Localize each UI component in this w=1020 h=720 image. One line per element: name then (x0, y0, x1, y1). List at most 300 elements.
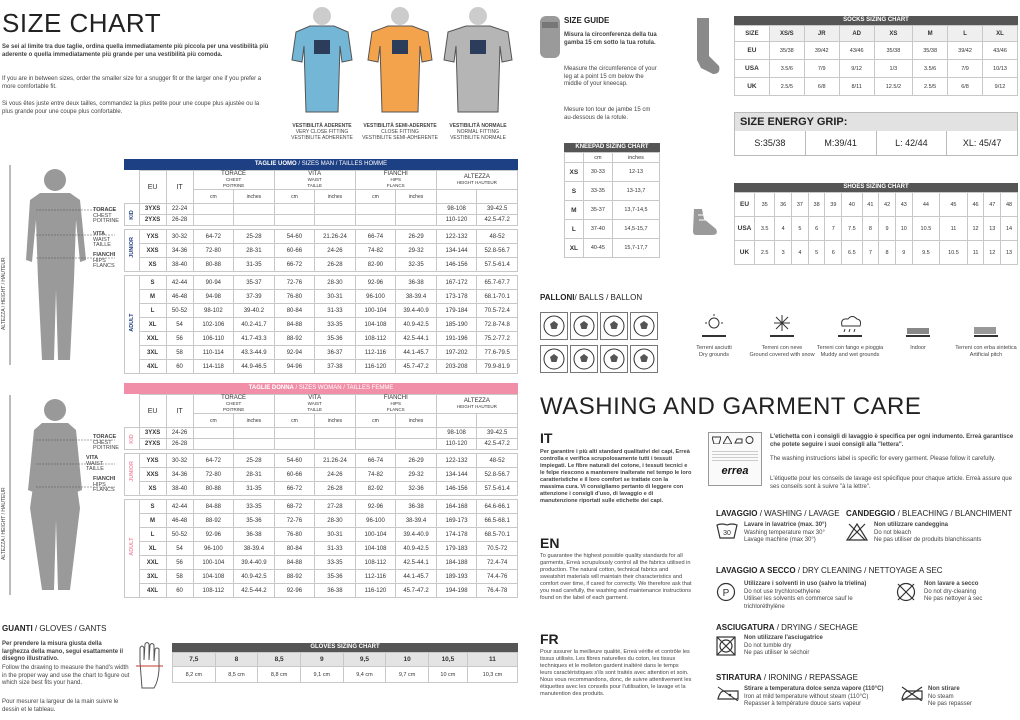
unit-cm: cm (355, 190, 396, 204)
col-hips: FIANCHI HIPS FLANCS (355, 171, 436, 190)
gloves-title: GUANTI / GLOVES / GANTS (2, 624, 107, 633)
kneepad-table: KNEEPAD SIZING CHART cm inches XS 30-33 12-13 S 33-35 13-13,7 M 35-37 13,7-14,5 L 37-40 14,5-15,7 XL 40-45 15,7-17,7 (564, 143, 660, 258)
table-row (125, 500, 518, 514)
ball-type-icon (630, 312, 658, 340)
shoe-cell: 41 (862, 193, 879, 217)
size-cell (355, 204, 396, 215)
care-en-text: To guarantee the highest possible quality standards for all garments, Erreà scrupulously control all the fabrics utilised in production. The natural cotton, technical fabrics and sweatshirt materials will maintain their characteristics and comfort over time, if cared for correctly. We therefore ask that you read carefully, the washing and maintenance instructions found on the label of each garment. (540, 553, 692, 601)
size-cell (234, 428, 275, 439)
table-row (125, 215, 518, 226)
socks-cell: 2.5/5 (913, 78, 948, 96)
glove-size: 8 (215, 653, 258, 667)
size-it: 54 (166, 542, 193, 556)
shoe-cell: 14 (1001, 217, 1018, 241)
table-row (735, 60, 1018, 78)
knee-cell: 40-45 (583, 239, 612, 258)
knee-cell: S (565, 182, 584, 201)
table-row (125, 514, 518, 528)
size-cell: 26-28 (315, 482, 356, 496)
size-cell: 100-104 (355, 304, 396, 318)
size-cell: 92-96 (193, 528, 234, 542)
size-cell: 179-183 (436, 542, 477, 556)
knee-cell: 15,7-17,7 (612, 239, 659, 258)
size-cell: 104-108 (193, 570, 234, 584)
dryclean-mini-icon (745, 436, 754, 444)
unit-inches: inches (396, 414, 437, 428)
size-cell: 26-28 (315, 258, 356, 272)
size-cell (315, 215, 356, 226)
group-junior: JUNIOR (128, 236, 135, 258)
size-cell: 28-30 (315, 514, 356, 528)
size-eu: 4XL (139, 360, 166, 374)
size-it: 46-48 (166, 290, 193, 304)
size-cell: 110-120 (436, 439, 477, 450)
group-adult: ADULT (128, 313, 135, 332)
size-cell: 66-74 (355, 230, 396, 244)
socks-cell: 35/38 (874, 42, 913, 60)
size-cell: 25-28 (234, 454, 275, 468)
size-cell: 122-132 (436, 454, 477, 468)
brand-logo: errea (721, 465, 749, 477)
group-junior: JUNIOR (128, 460, 135, 482)
size-cell: 74.4-76 (477, 570, 518, 584)
table-row (125, 258, 518, 272)
socks-cell: 43/46 (983, 42, 1018, 60)
shoe-cell: 36 (775, 193, 792, 217)
men-table-grid (124, 170, 518, 374)
size-cell: 134-144 (436, 244, 477, 258)
socks-cell: 3.5/6 (769, 60, 804, 78)
glove-cm: 8,2 cm (173, 667, 216, 683)
table-row (125, 346, 518, 360)
size-cell (274, 428, 315, 439)
intro-it: Se sei al limite tra due taglie, ordina quella immediatamente più piccola per una vestibilità più aderente o quella immediatamente più grande per una vestibilità più comoda. (2, 44, 269, 58)
table-row (125, 570, 518, 584)
size-cell: 33-35 (315, 318, 356, 332)
care-it-text: Per garantire i più alti standard qualitativi dei capi, Erreà controlla e verifica scrupolosamente tutti i tessuti impiegati. Le fibre naturali del cotone, i tessuti tecnici e le felpe riescono a mantenere inalterate nel tempo le loro caratteristiche e il loro comfort se trattate con la massima cura. Vi consigliamo pertanto di leggere con attenzione i consigli d'uso, di lavaggio e di manutenzione riportati sulle etichette dei capi. (540, 449, 692, 504)
size-cell: 39-42.5 (477, 428, 518, 439)
size-cell (193, 204, 234, 215)
knee-cell: 33-35 (583, 182, 612, 201)
table-row (125, 556, 518, 570)
size-eu: S (139, 276, 166, 290)
size-it: 26-28 (166, 215, 193, 226)
size-cell: 76.4-78 (477, 584, 518, 598)
knee-cell: 37-40 (583, 220, 612, 239)
size-eu: XXL (139, 332, 166, 346)
size-cell: 30-31 (315, 290, 356, 304)
size-cell: 27-28 (315, 500, 356, 514)
socks-cell: 35/38 (913, 42, 948, 60)
size-guide-fr: Mesure ton tour de jambe 15 cm au-dessous de la rotule. (564, 107, 651, 121)
socks-header: AD (839, 26, 874, 42)
washing-text: Lavare in lavatrice (max. 30°) Washing temperature max 30° Lavage machine (max 30°) (744, 522, 827, 543)
size-cell: 74-82 (355, 468, 396, 482)
bleach-title: CANDEGGIO / BLEACHING / BLANCHIMENT (846, 509, 1013, 518)
size-cell (396, 428, 437, 439)
gloves-fr: Pour mesurer la largeur de la main suivre le dessin et le tableau. (2, 699, 119, 713)
glove-cm: 10 cm (428, 667, 467, 683)
socks-header: XL (983, 26, 1018, 42)
shoe-cell: 8 (879, 241, 896, 265)
size-cell: 80-88 (193, 482, 234, 496)
shoe-cell: 38 (808, 193, 825, 217)
size-cell: 60-66 (274, 244, 315, 258)
socks-cell: 10/13 (983, 60, 1018, 78)
size-cell: 48-52 (477, 230, 518, 244)
size-cell: 33-35 (234, 500, 275, 514)
hips-label: FIANCHI HIPS FLANCS (93, 252, 116, 269)
size-cell: 173-178 (436, 290, 477, 304)
shoe-cell: 37 (792, 193, 809, 217)
table-row (125, 482, 518, 496)
size-cell: 40.9-42.5 (234, 570, 275, 584)
ground-type: Terreni con fango e pioggia Muddy and wet grounds (816, 312, 884, 358)
chest-label: TORACE CHEST POITRINE (93, 207, 119, 224)
size-cell: 24-26 (315, 244, 356, 258)
size-cell: 38-39.4 (234, 542, 275, 556)
size-cell: 35-36 (315, 570, 356, 584)
unit-cm: cm (274, 190, 315, 204)
size-cell: 72.4-74 (477, 556, 518, 570)
shoe-icon (690, 205, 720, 239)
size-cell: 203-208 (436, 360, 477, 374)
col-chest: TORACE CHEST POITRINE (193, 395, 274, 414)
size-cell (315, 428, 356, 439)
table-row (565, 239, 660, 258)
size-cell: 44.9-46.5 (234, 360, 275, 374)
size-cell: 92-96 (355, 500, 396, 514)
size-it: 30-32 (166, 454, 193, 468)
size-cell: 146-156 (436, 482, 477, 496)
men-table-title: TAGLIE UOMO / SIZES MAN / TAILLES HOMME (124, 159, 518, 170)
shoe-cell: 11 (967, 241, 984, 265)
size-cell: 76-80 (274, 528, 315, 542)
size-cell: 31-35 (234, 258, 275, 272)
dry-cleaning-text: Utilizzare i solventi in uso (salvo la trielina) Do not use trychloroethylene Utiliser les solvents en commerce sauf le trichloréthylène (744, 581, 867, 610)
size-cell: 68.5-70.1 (477, 528, 518, 542)
size-it: 50-52 (166, 528, 193, 542)
size-cell (193, 428, 234, 439)
size-it: 56 (166, 556, 193, 570)
socks-cell: 35/38 (769, 42, 804, 60)
waist-label: VITA WAIST TAILLE (86, 455, 104, 472)
size-cell: 100-104 (193, 556, 234, 570)
size-cell: 40.2-41.7 (234, 318, 275, 332)
table-row (125, 542, 518, 556)
size-cell: 21.26-24 (315, 454, 356, 468)
table-row (565, 201, 660, 220)
table-row (735, 241, 1018, 265)
size-cell: 189-193 (436, 570, 477, 584)
size-cell: 29-32 (396, 468, 437, 482)
shoe-cell: 7.5 (842, 217, 862, 241)
svg-text:30: 30 (723, 530, 731, 537)
size-eu: XXL (139, 556, 166, 570)
sock-icon (689, 16, 723, 78)
size-cell: 42.5-44.2 (234, 584, 275, 598)
size-cell: 184-188 (436, 556, 477, 570)
table-row (735, 193, 1018, 217)
size-eu: S (139, 500, 166, 514)
no-dry-clean-icon (896, 582, 916, 602)
size-it: 34-36 (166, 468, 193, 482)
unit-inches: inches (396, 190, 437, 204)
ground-type: Terreni con erba sintetica Artificial pitch (952, 312, 1020, 358)
grip-box: SIZE ENERGY GRIP: S:35/38 M:39/41 L: 42/44 XL: 45/47 (734, 112, 1018, 156)
shoe-cell: 6.5 (842, 241, 862, 265)
size-cell: 44.1-45.7 (396, 570, 437, 584)
size-cell: 39.4-40.9 (396, 528, 437, 542)
socks-cell: 7/9 (804, 60, 839, 78)
size-cell: 65.7-67.7 (477, 276, 518, 290)
ground-icon (748, 312, 816, 345)
female-body-figure (0, 390, 130, 600)
size-cell: 116-120 (355, 584, 396, 598)
size-cell: 24-26 (315, 468, 356, 482)
size-cell: 96-100 (355, 514, 396, 528)
socks-cell: 8/11 (839, 78, 874, 96)
size-cell: 66-72 (274, 258, 315, 272)
socks-cell: 6/8 (804, 78, 839, 96)
shoe-cell: 46 (967, 193, 984, 217)
shirt-icon (360, 0, 440, 118)
size-cell: 38-39.4 (396, 514, 437, 528)
size-it: 58 (166, 346, 193, 360)
size-cell: 169-173 (436, 514, 477, 528)
col-height: ALTEZZA HEIGHT HAUTEUR (436, 395, 517, 414)
knee-cell: 13,7-14,5 (612, 201, 659, 220)
size-cell: 100-104 (355, 528, 396, 542)
grip-cell: L: 42/44 (876, 131, 947, 155)
ground-icon (884, 312, 952, 345)
label-note-fr: L'étiquette pour les conseils de lavage est spécifique pour chaque article. Erreà assure que ses conseils sont à suivre "à la lettre". (770, 476, 1012, 490)
ball-type-icon (600, 312, 628, 340)
size-cell: 185-190 (436, 318, 477, 332)
socks-cell: 7/9 (948, 60, 983, 78)
table-row (735, 42, 1018, 60)
size-cell: 35-36 (234, 514, 275, 528)
knee-cell: 35-37 (583, 201, 612, 220)
size-it: 50-52 (166, 304, 193, 318)
knee-col-cm: cm (583, 153, 612, 163)
balls-title: PALLONI/ BALLS / BALLON (540, 293, 643, 302)
shoe-cell: 5 (808, 241, 825, 265)
size-cell: 36-38 (396, 500, 437, 514)
women-table-grid (124, 394, 518, 598)
shoe-cell: 13 (1001, 241, 1018, 265)
height-label: ALTEZZA / HEIGHT / HAUTEUR (1, 257, 7, 330)
glove-cm: 10,3 cm (467, 667, 517, 683)
size-cell: 104-108 (355, 318, 396, 332)
size-cell: 40.9-42.5 (396, 318, 437, 332)
shoe-cell: 9 (895, 241, 912, 265)
size-cell: 36-38 (234, 528, 275, 542)
iron-mini-icon (734, 436, 743, 444)
size-cell: 164-168 (436, 500, 477, 514)
shoe-cell: 12 (967, 217, 984, 241)
size-cell: 88-92 (274, 332, 315, 346)
size-it: 38-40 (166, 482, 193, 496)
group-kid: KID (128, 433, 135, 444)
fit-very-close: VESTIBILITÀ ADERENTE VERY CLOSE FITTING VESTIBILITE ADHERENTE (282, 0, 362, 141)
size-cell (396, 439, 437, 450)
size-cell: 31-33 (315, 542, 356, 556)
col-it: IT (166, 171, 193, 204)
ground-types (680, 312, 1020, 358)
size-eu: XXS (139, 244, 166, 258)
grip-cell: M:39/41 (805, 131, 876, 155)
size-cell: 82-90 (355, 258, 396, 272)
size-it: 42-44 (166, 276, 193, 290)
size-cell: 72.8-74.8 (477, 318, 518, 332)
size-cell: 122-132 (436, 230, 477, 244)
col-chest: TORACE CHEST POITRINE (193, 171, 274, 190)
size-cell: 42.5-47.2 (477, 439, 518, 450)
shoe-cell: 6 (808, 217, 825, 241)
size-cell: 39.4-40.9 (396, 304, 437, 318)
shirt-icon (282, 0, 362, 118)
shoe-cell: 2.5 (755, 241, 775, 265)
fit-normal: VESTIBILITÀ NORMALE NORMAL FITTING VESTIBILITE NORMALE (438, 0, 518, 141)
washing-title: LAVAGGIO / WASHING / LAVAGE (716, 509, 840, 518)
size-cell: 36-38 (315, 584, 356, 598)
socks-cell: 39/42 (804, 42, 839, 60)
shoe-cell: EU (735, 193, 755, 217)
socks-cell: 1/3 (874, 60, 913, 78)
care-fr-label: FR (540, 631, 559, 647)
size-cell (274, 204, 315, 215)
shoe-cell: 10 (895, 217, 912, 241)
socks-header: SIZE (735, 26, 770, 42)
size-cell: 57.5-61.4 (477, 482, 518, 496)
size-cell: 82-92 (355, 482, 396, 496)
shoe-cell: 3 (775, 241, 792, 265)
knee-cell: M (565, 201, 584, 220)
size-eu: 3YXS (139, 428, 166, 439)
kneepad-icon (538, 14, 562, 60)
size-eu: 3XL (139, 570, 166, 584)
size-cell (234, 439, 275, 450)
shoe-cell: 39 (825, 193, 842, 217)
size-cell: 36-37 (315, 346, 356, 360)
size-cell: 64-72 (193, 230, 234, 244)
socks-header: L (948, 26, 983, 42)
table-row (125, 204, 518, 215)
size-eu: 4XL (139, 584, 166, 598)
size-cell (274, 439, 315, 450)
size-cell: 112-116 (355, 570, 396, 584)
col-it: IT (166, 395, 193, 428)
chest-label: TORACE CHEST POITRINE (93, 434, 119, 451)
women-table-title: TAGLIE DONNA / SIZES WOMAN / TAILLES FEMME (124, 383, 518, 394)
socks-cell: 12.5/2 (874, 78, 913, 96)
size-eu: XL (139, 542, 166, 556)
size-eu: YXS (139, 454, 166, 468)
ground-icon (680, 312, 748, 345)
size-cell: 35-36 (315, 332, 356, 346)
glove-cm: 8,5 cm (215, 667, 258, 683)
size-cell: 80-88 (193, 258, 234, 272)
glove-cm: 8,8 cm (258, 667, 301, 683)
size-cell: 106-110 (193, 332, 234, 346)
size-cell: 98-108 (436, 204, 477, 215)
ball-type-icon (630, 345, 658, 373)
size-cell (234, 204, 275, 215)
socks-cell: EU (735, 42, 770, 60)
size-eu: YXS (139, 230, 166, 244)
size-cell: 41.7-43.3 (234, 332, 275, 346)
unit-inches: inches (315, 414, 356, 428)
size-cell: 45.7-47.2 (396, 584, 437, 598)
size-eu: XL (139, 318, 166, 332)
knee-cell: 12-13 (612, 163, 659, 182)
size-cell: 54-60 (274, 230, 315, 244)
size-eu: XS (139, 482, 166, 496)
table-row (125, 276, 518, 290)
size-cell: 66-72 (274, 482, 315, 496)
size-cell (234, 215, 275, 226)
table-row (125, 244, 518, 258)
size-cell: 92-94 (274, 346, 315, 360)
size-cell: 29-32 (396, 244, 437, 258)
size-cell: 116-120 (355, 360, 396, 374)
size-cell: 43.3-44.9 (234, 346, 275, 360)
socks-cell: UK (735, 78, 770, 96)
size-cell: 39-42.5 (477, 204, 518, 215)
wash-30-icon (716, 523, 738, 539)
shoe-cell: 9.5 (912, 241, 940, 265)
shoe-cell: 4 (792, 241, 809, 265)
size-it: 58 (166, 570, 193, 584)
unit-inches: inches (234, 190, 275, 204)
glove-size: 10 (386, 653, 429, 667)
socks-cell: 9/12 (983, 78, 1018, 96)
size-cell: 72-76 (274, 514, 315, 528)
size-cell: 25-28 (234, 230, 275, 244)
table-row (125, 454, 518, 468)
ground-type: Indoor (884, 312, 952, 358)
hand-icon (134, 640, 164, 690)
glove-size: 8,5 (258, 653, 301, 667)
drying-title: ASCIUGATURA / DRYING / SECHAGE (716, 623, 858, 632)
size-cell: 28-31 (234, 244, 275, 258)
size-cell: 112-116 (355, 346, 396, 360)
size-eu: XS (139, 258, 166, 272)
table-row (125, 230, 518, 244)
care-label-image (708, 432, 762, 486)
grip-cell: XL: 45/47 (946, 131, 1017, 155)
group-kid: KID (128, 209, 135, 220)
shoe-cell: 42 (879, 193, 896, 217)
shoe-cell: UK (735, 241, 755, 265)
socks-cell: 6/8 (948, 78, 983, 96)
size-it: 38-40 (166, 258, 193, 272)
size-cell: 36-38 (396, 276, 437, 290)
size-cell: 110-120 (436, 215, 477, 226)
size-cell: 88-92 (274, 570, 315, 584)
size-cell: 68-72 (274, 500, 315, 514)
size-cell: 92-96 (355, 276, 396, 290)
size-cell: 108-112 (355, 556, 396, 570)
knee-cell: 13-13,7 (612, 182, 659, 201)
size-cell: 77.6-79.5 (477, 346, 518, 360)
shoe-cell: 3.5 (755, 217, 775, 241)
size-eu: 3YXS (139, 204, 166, 215)
intro-fr: Si vous êtes juste entre deux tailles, commandez la plus petite pour une coupe plus ajustée ou la plus grande pour une coupe plus confortable. (2, 101, 260, 115)
size-cell: 84-88 (274, 318, 315, 332)
ball-type-icon (570, 345, 598, 373)
